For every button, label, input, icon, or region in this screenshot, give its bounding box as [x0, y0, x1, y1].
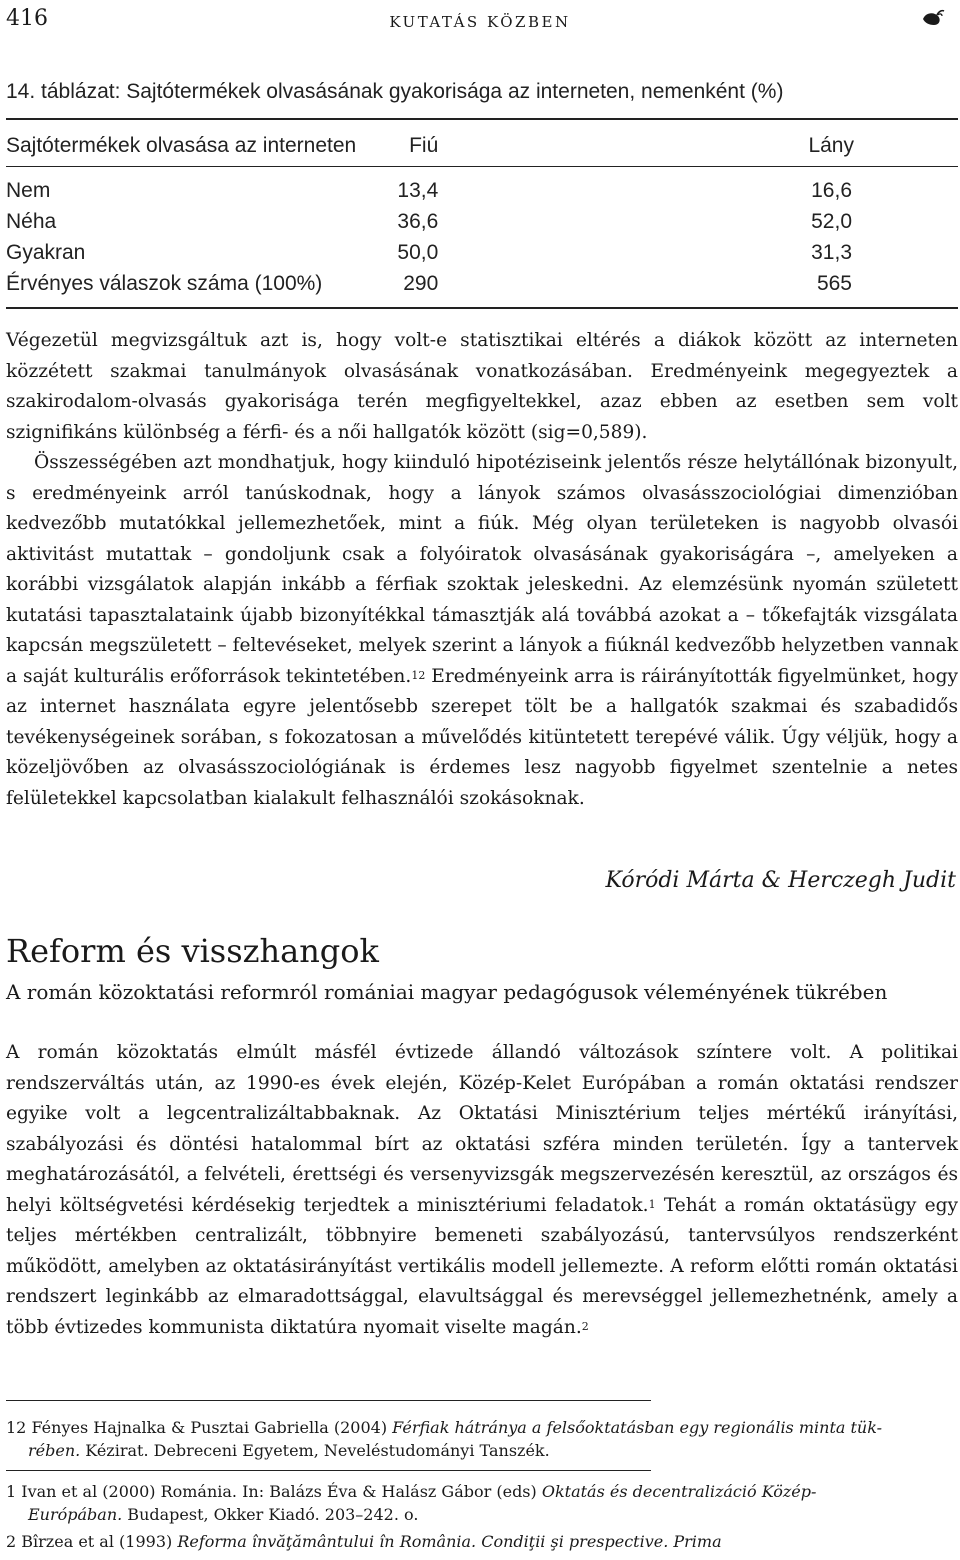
footnote-text: 2 Bîrzea et al (1993) — [6, 1532, 178, 1551]
column-header-girls: Lány — [800, 119, 958, 167]
footnote-2 — [6, 1530, 958, 1553]
table-row — [6, 237, 958, 268]
paragraph-text: Eredményeink arra is ráirányították figyelmünket, hogy az internet használata egyre jelentősebb szerepet tölt be a hallgatók szakmai és szabadidős tevékenységeinek sorában, s fokozatosan a művelődés kitüntetett terepévé válik. Úgy véljük, hogy a közeljövőben az olvasásszociológiának is érdemes lesz nagyobb figyelmet szentelnie a netes felületekkel kapcsolatban kialakult felhasználói szokásoknak. — [6, 665, 958, 809]
footnote-1 — [6, 1480, 958, 1526]
cell-boys: 290 — [375, 268, 800, 308]
footnote-text: Kézirat. Debreceni Egyetem, Neveléstudományi Tanszék. — [80, 1441, 550, 1460]
row-label: Érvényes válaszok száma (100%) — [6, 268, 375, 308]
pepper-icon — [920, 6, 946, 33]
footnote-divider — [6, 1400, 651, 1401]
table-header-row — [6, 119, 958, 167]
running-head: KUTATÁS KÖZBEN — [389, 13, 571, 31]
footnote-divider — [6, 1470, 651, 1471]
paragraph — [6, 448, 958, 814]
cell-girls: 565 — [800, 268, 958, 308]
column-header-category: Sajtótermékek olvasása az interneten — [6, 119, 375, 167]
footnote-text: 12 Fényes Hajnalka & Pusztai Gabriella (2004) — [6, 1418, 393, 1437]
frequency-table — [6, 118, 958, 309]
cell-boys: 50,0 — [397, 240, 439, 264]
footnote-text: 1 Ivan et al (2000) Románia. In: Balázs Éva & Halász Gábor (eds) — [6, 1482, 542, 1501]
footnote-title: Férfiak hátránya a felsőoktatásban egy regionális minta tük- — [392, 1418, 883, 1437]
author-signature: Kóródi Márta & Herczegh Judit — [605, 868, 956, 893]
table-row — [6, 167, 958, 207]
footnote-ref-link[interactable]: 12 — [411, 668, 426, 682]
article-body — [6, 1038, 958, 1343]
cell-boys: 36,6 — [397, 209, 439, 233]
footnote-title: rében. — [28, 1441, 81, 1460]
cell-girls: 52,0 — [811, 209, 852, 233]
footnote-ref-link[interactable]: 1 — [648, 1197, 656, 1211]
table-row — [6, 206, 958, 237]
column-header-boys: Fiú — [375, 119, 800, 167]
row-label: Nem — [6, 178, 51, 202]
cell-girls: 16,6 — [811, 178, 852, 202]
page-header — [6, 4, 954, 36]
paragraph-text: A román közoktatás elmúlt másfél évtizede állandó változások színtere volt. A politikai rendszerváltás után, az 1990-es évek elején, Közép-Kelet Európában a román oktatási rendszer egyike volt a legcentralizáltabbaknak. Az Oktatási Minisztérium teljes mértékű irányítási, szabályozási és döntési hatalommal bírt az oktatási szféra minden területén. Így a tantervek meghatározásától, a felvételi, érettségi és versenyvizsgák megszervezésén keresztül, az országos és helyi költségvetési kérdésekig terjedtek a minisztériumi feladatok. — [6, 1042, 958, 1216]
footnote-title: Európában. — [28, 1505, 123, 1524]
section-title: Reform és visszhangok — [6, 932, 379, 970]
cell-boys: 13,4 — [397, 178, 439, 202]
table-row — [6, 268, 958, 308]
footnote-12 — [6, 1416, 958, 1462]
footnote-title: Reforma învăţământului în România. Condiţii şi prespective. Prima — [177, 1532, 722, 1551]
footnote-continuation — [6, 1439, 958, 1462]
paragraph-text: Összességében azt mondhatjuk, hogy kiinduló hipotéziseink jelentős része helytállónak bizonyult, s eredményeink arról tanúskodnak, hogy a lányok számos olvasásszociológiai dimenzióban kedvezőbb mutatókkal jellemezhetőek, mint a fiúk. Még olyan területeken is nagyobb olvasói aktivitást mutattak – gondoljunk csak a folyóiratok olvasásának gyakoriságára –, amelyeken a korábbi vizsgálatok alapján inkább a férfiak szoktak jeleskedni. Az elemzésünk nyomán született kutatási tapasztalataink újabb bizonyítékkal támasztják alá továbbá azokat a – tőkefajták vizsgálata kapcsán megszületett – feltevéseket, melyek szerint a lányok a fiúknál kedvezőbb helyzetben vannak a saját kulturális erőforrások tekintetében. — [6, 452, 958, 687]
footnote-title: Oktatás és decentralizáció Közép- — [541, 1482, 817, 1501]
cell-girls: 31,3 — [811, 240, 852, 264]
footnote-ref-link[interactable]: 2 — [581, 1319, 589, 1333]
row-label: Gyakran — [6, 240, 86, 264]
row-label: Néha — [6, 209, 57, 233]
page-number: 416 — [6, 6, 48, 31]
paragraph — [6, 1038, 958, 1343]
footnote-text: Budapest, Okker Kiadó. 203–242. o. — [122, 1505, 419, 1524]
article-body — [6, 326, 958, 814]
paragraph: Végezetül megvizsgáltuk azt is, hogy volt-e statisztikai eltérés a diákok között az interneten közzétett szakmai tanulmányok olvasásának vonatkozásában. Eredményeink megegyeztek a szakirodalom-olvasás gyakorisága terén megfigyeltekkel, azaz ebben az esetben sem volt szignifikáns különbség a férfi- és a női hallgatók között (sig=0,589). — [6, 330, 958, 443]
table-caption: 14. táblázat: Sajtótermékek olvasásának gyakorisága az interneten, nemenként (%) — [6, 80, 784, 103]
section-subtitle: A román közoktatási reformról romániai magyar pedagógusok véleményének tükrében — [6, 980, 888, 1004]
footnote-continuation — [6, 1503, 958, 1526]
paragraph-text: Tehát a román oktatásügy egy teljes mértékben centralizált, többnyire bemeneti szabályozású, tantervsúlyos rendszerként működött, amelyben az oktatásirányítást vertikális modell jellemezte. A reform előtti román oktatási rendszert leginkább az elmaradottsággal, elavultsággal és merevséggel jellemezhetnénk, amely a több évtizedes kommunista diktatúra nyomait viselte magán. — [6, 1194, 958, 1338]
